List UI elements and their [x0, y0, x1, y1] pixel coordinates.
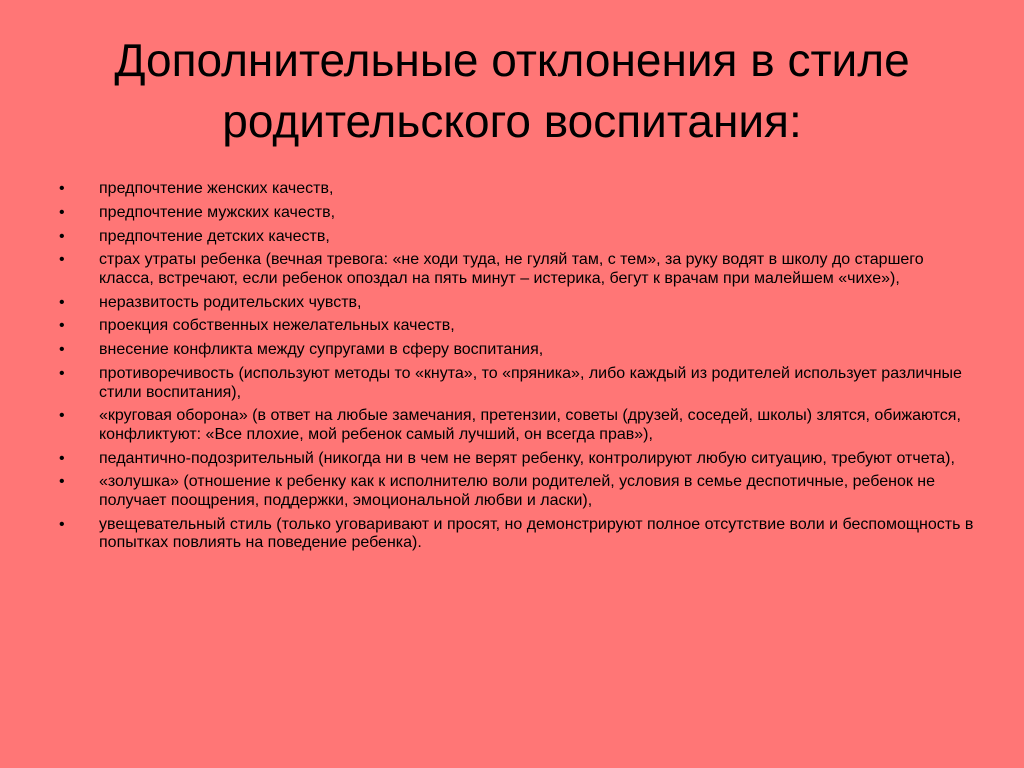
list-item-text: предпочтение женских качеств,: [99, 180, 334, 197]
list-item-text: внесение конфликта между супругами в сферу воспитания,: [99, 341, 544, 359]
list-item: [57, 251, 977, 288]
list-item: [57, 317, 977, 336]
bullet-icon: •: [59, 227, 65, 245]
list-item-text: «круговая оборона» (в ответ на любые замечания, претензии, советы (друзей, соседей, школы) злятся, обижаются, конфликтуют: «Все плохие, мой ребенок самый лучший, он всегда прав»),: [99, 407, 961, 443]
bullet-icon: •: [59, 473, 65, 491]
bullet-icon: •: [59, 449, 65, 467]
bullet-icon: •: [59, 341, 65, 359]
list-item: [57, 473, 977, 510]
bullet-icon: •: [59, 203, 65, 221]
list-item: [57, 180, 977, 199]
bullet-icon: •: [59, 293, 65, 311]
list-item-text: увещевательный стиль (только уговаривают и просят, но демонстрируют полное отсутствие воли и беспомощность в попытках повлиять на поведение ребенка).: [99, 515, 974, 552]
bullet-icon: •: [59, 407, 65, 425]
list-item-text: педантично-подозрительный (никогда ни в чем не верят ребенку, контролируют любую ситуацию, требуют отчета),: [99, 449, 955, 467]
list-item: [57, 228, 977, 247]
list-item-text: неразвитость родительских чувств,: [99, 293, 362, 311]
bullet-list: [57, 180, 977, 558]
list-item-text: предпочтение мужских качеств,: [99, 203, 336, 221]
list-item: [57, 516, 977, 553]
slide-title: Дополнительные отклонения в стиле родительского воспитания:: [114, 34, 910, 147]
list-item: [57, 294, 977, 313]
list-item: [57, 450, 977, 469]
list-item: [57, 407, 977, 444]
list-item-text: «золушка» (отношение к ребенку как к исполнителю воли родителей, условия в семье деспотичные, ребенок не получает поощрения, поддержки, эмоциональной любви и ласки),: [99, 473, 936, 509]
list-item-text: страх утраты ребенка (вечная тревога: «не ходи туда, не гуляй там, с тем», за руку водят в школу до старшего класса, встречают, если ребенок опоздал на пять минут – истерика, бегут к врачам при малейшем «чихе»),: [99, 251, 924, 287]
list-item: [57, 204, 977, 223]
list-item-text: противоречивость (используют методы то «кнута», то «пряника», либо каждый из родителей использует различные стили воспитания),: [99, 365, 962, 401]
list-item: [57, 341, 977, 360]
list-item: [57, 365, 977, 402]
list-item-text: предпочтение детских качеств,: [99, 227, 330, 245]
bullet-icon: •: [59, 180, 65, 197]
bullet-icon: •: [59, 365, 65, 383]
bullet-icon: •: [59, 251, 65, 269]
list-item-text: проекция собственных нежелательных качеств,: [99, 317, 455, 335]
bullet-icon: •: [59, 317, 65, 335]
bullet-icon: •: [59, 515, 65, 533]
